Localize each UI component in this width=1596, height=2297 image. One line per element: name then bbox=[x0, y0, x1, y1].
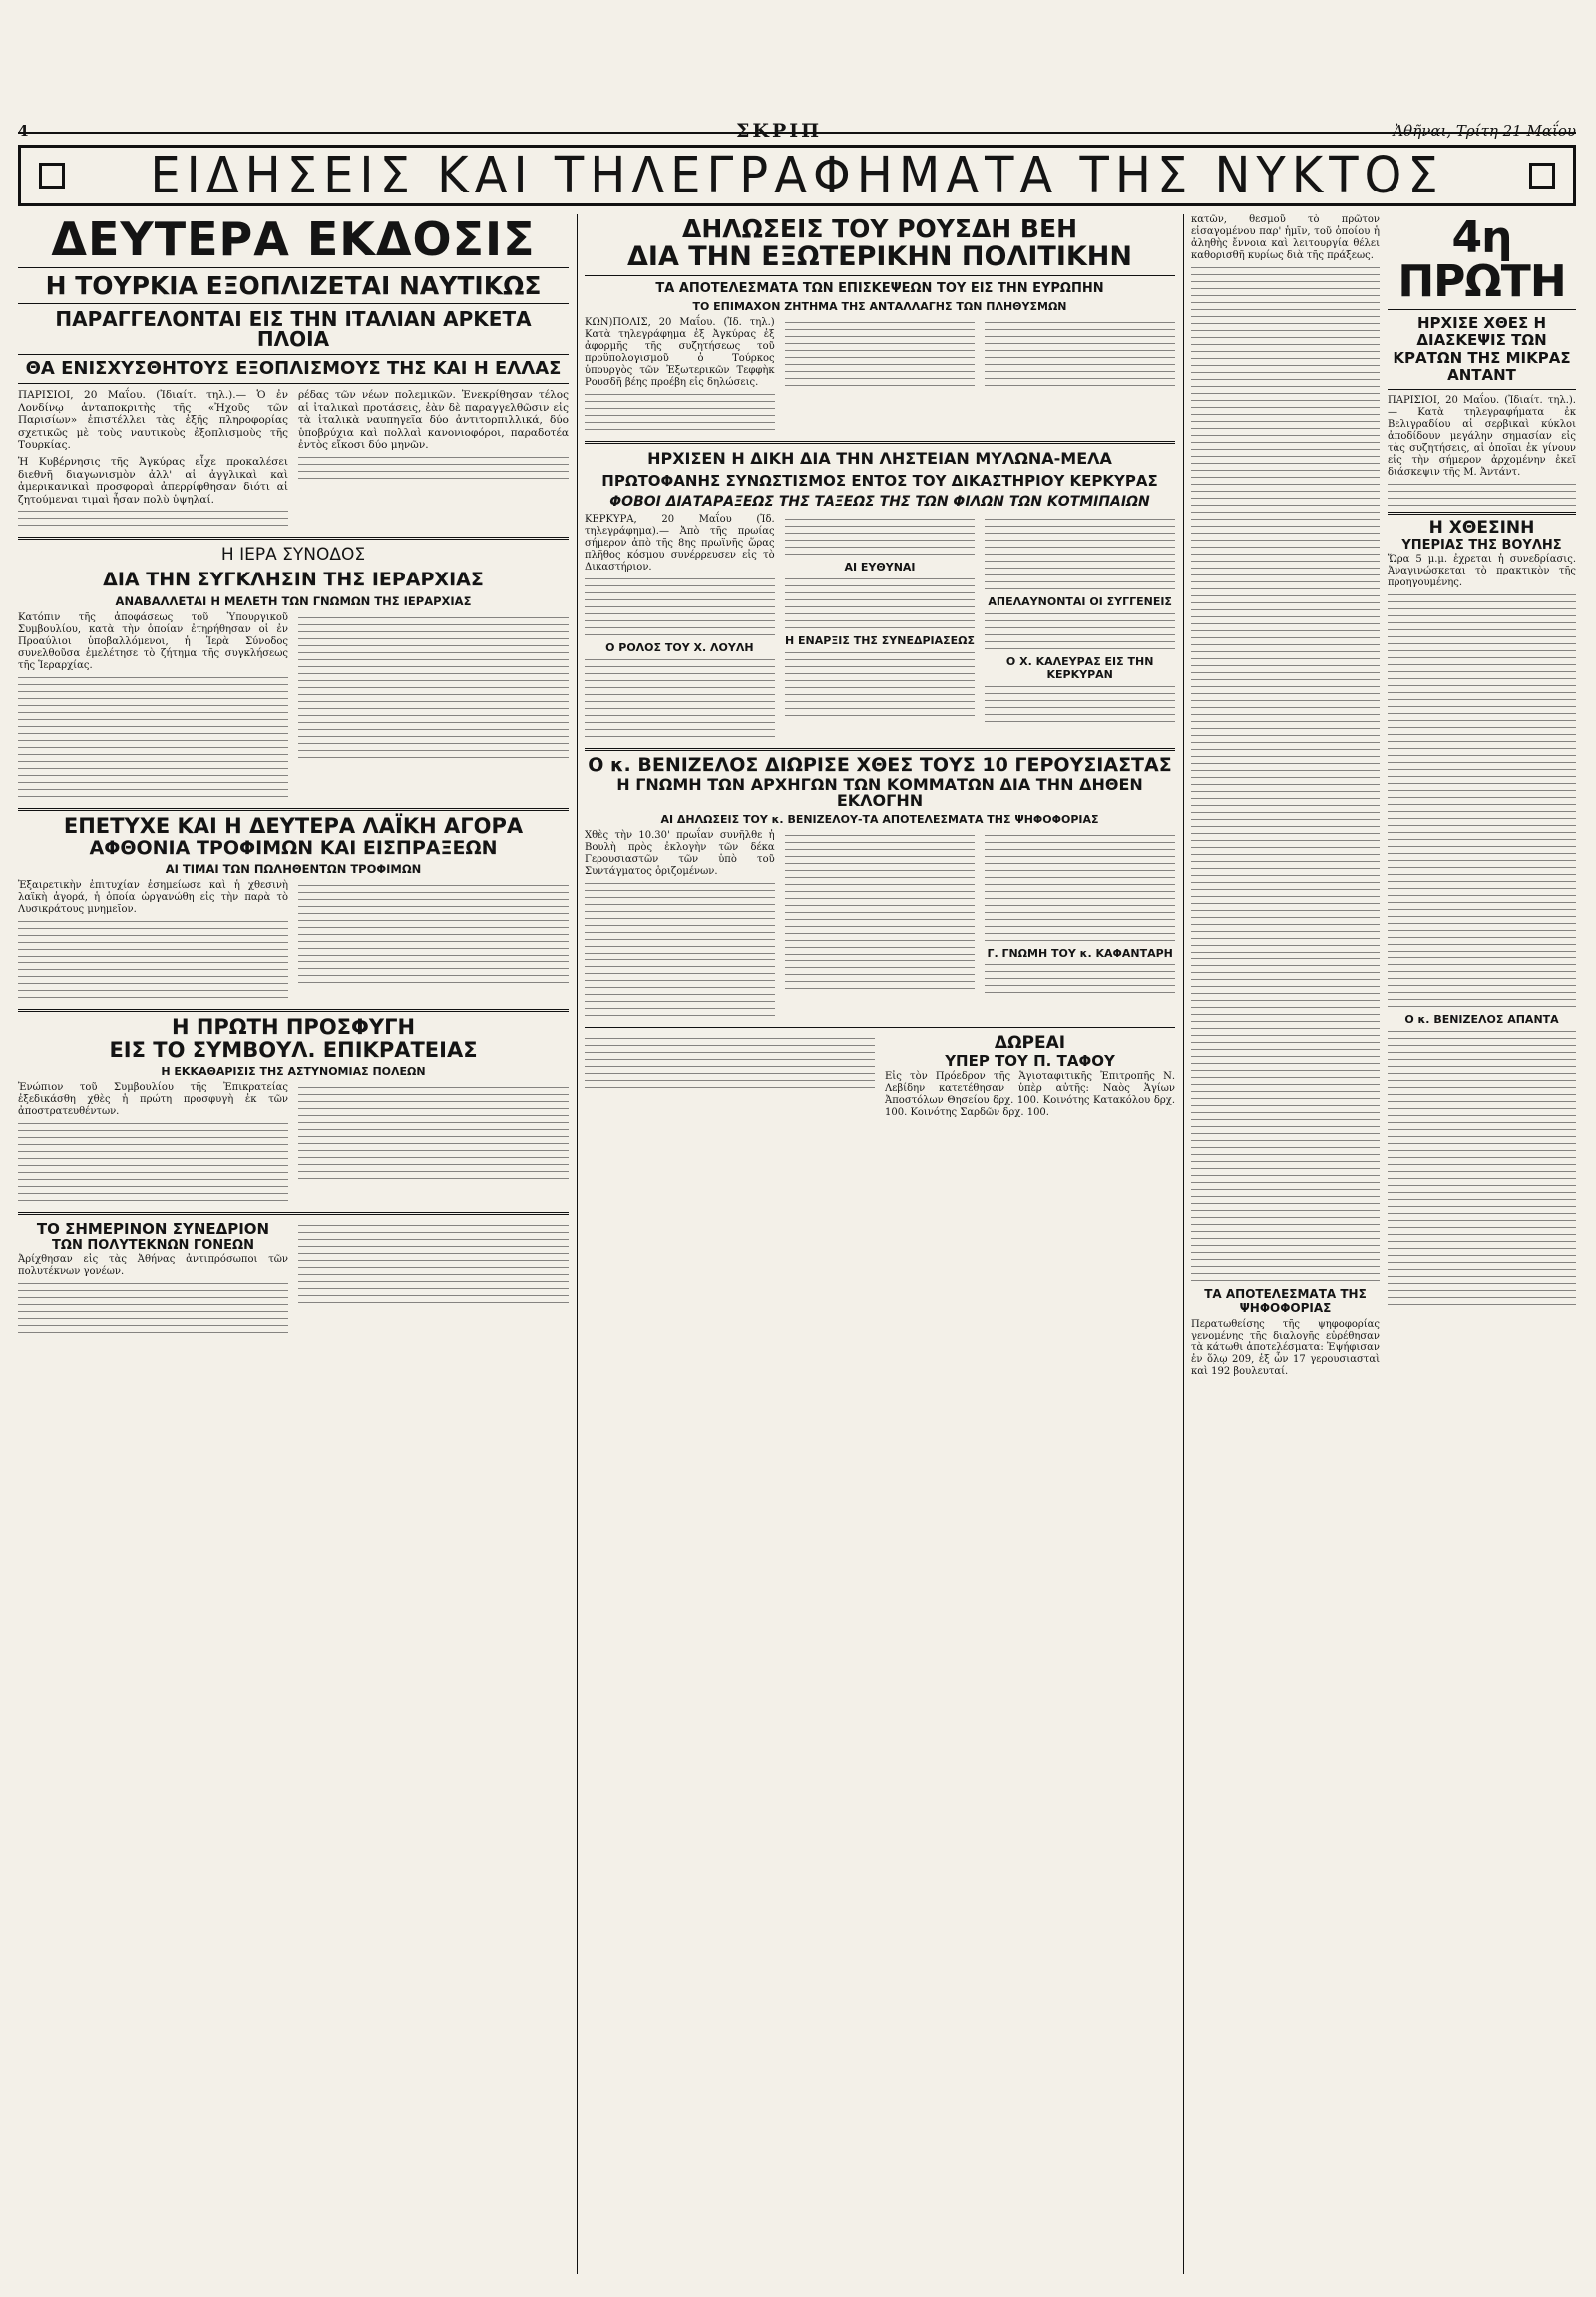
venizelos-subhead: Η ΓΝΩΜΗ ΤΩΝ ΑΡΧΗΓΩΝ ΤΩΝ ΚΟΜΜΑΤΩΝ ΔΙΑ ΤΗΝ ΔΗΘΕΝ ΕΚΛΟΓΗΝ bbox=[616, 775, 1143, 810]
head-rule bbox=[18, 132, 1576, 134]
venizelos-headline: Ο κ. ΒΕΝΙΖΕΛΟΣ ΔΙΩΡΙΣΕ ΧΘΕΣ ΤΟΥΣ 10 ΓΕΡΟΥΣΙΑΣΤΑΣ bbox=[588, 754, 1172, 776]
venizelos-deck: ΑΙ ΔΗΛΩΣΕΙΣ ΤΟΥ κ. ΒΕΝΙΖΕΛΟΥ-ΤΑ ΑΠΟΤΕΛΕΣΜΑΤΑ ΤΗΣ ΨΗΦΟΦΟΡΙΑΣ bbox=[660, 813, 1099, 826]
appeal-deck: Η ΕΚΚΑΘΑΡΙΣΙΣ ΤΗΣ ΑΣΤΥΝΟΜΙΑΣ ΠΟΛΕΩΝ bbox=[161, 1065, 426, 1079]
article-subhead: ΠΑΡΑΓΓΕΛΟΝΤΑΙ ΕΙΣ ΤΗΝ ΙΤΑΛΙΑΝ ΑΡΚΕΤΑ ΠΛΟΙΑ bbox=[55, 307, 532, 351]
trial-headline: ΗΡΧΙΣΕΝ Η ΔΙΚΗ ΔΙΑ ΤΗΝ ΛΗΣΤΕΙΑΝ ΜΥΛΩΝΑ-ΜΕΛΑ bbox=[647, 449, 1112, 468]
column-2 bbox=[585, 214, 1175, 2274]
market-headline: ΕΠΕΤΥΧΕ ΚΑΙ Η ΔΕΥΤΕΡΑ ΛΑΪΚΗ ΑΓΟΡΑ bbox=[63, 814, 524, 839]
trial-text: ΚΕΡΚΥΡΑ, 20 Μαΐου (Ἰδ. τηλεγράφημα).— Ἀπὸ τῆς πρωίας σήμερον ἀπὸ τῆς 8ης πρωϊνῆς ὥρας πλῆθος κόσμου συνέρρευσεν εἰς τὸ Δικαστήριον. bbox=[585, 514, 775, 573]
trial-subhead-responsibility: ΑΙ ΕΥΘΥΝΑΙ bbox=[844, 561, 916, 574]
rushdi-deck-2: ΤΟ ΕΠΙΜΑΧΟΝ ΖΗΤΗΜΑ ΤΗΣ ΑΝΤΑΛΛΑΓΗΣ ΤΩΝ ΠΛΗΘΥΣΜΩΝ bbox=[692, 300, 1067, 313]
column-rule-1 bbox=[577, 214, 578, 2274]
synod-subhead: ΔΙΑ ΤΗΝ ΣΥΓΚΛΗΣΙΝ ΤΗΣ ΙΕΡΑΡΧΙΑΣ bbox=[103, 569, 484, 591]
trial-subhead-kaleyras: Ο Χ. ΚΑΛΕΥΡΑΣ ΕΙΣ ΤΗΝ ΚΕΡΚΥΡΑΝ bbox=[1005, 655, 1154, 681]
page-number: 4 bbox=[18, 122, 29, 140]
parliament-subhead: ΥΠΕΡΙΑΣ ΤΗΣ ΒΟΥΛΗΣ bbox=[1401, 538, 1562, 553]
results-headline: ΤΑ ΑΠΟΤΕΛΕΣΜΑΤΑ ΤΗΣ ΨΗΦΟΦΟΡΙΑΣ bbox=[1204, 1287, 1367, 1315]
kafantaris-subhead: Γ. ΓΝΩΜΗ ΤΟΥ κ. ΚΑΦΑΝΤΑΡΗ bbox=[987, 947, 1173, 959]
venizelos-text: Χθὲς τὴν 10.30' πρωΐαν συνῆλθε ἡ Βουλὴ πρὸς ἐκλογὴν τῶν δέκα Γερουσιαστῶν τῶν ὑπὸ τοῦ Συντάγματος ὁριζομένων. bbox=[585, 830, 775, 877]
article-paragraph: Ἡ Κυβέρνησις τῆς Ἀγκύρας εἶχε προκαλέσει διεθνῆ διαγωνισμὸν ἀλλ' αἱ ἀγγλικαὶ καὶ ἀμερικανικαὶ προσφοραὶ ἀπερρίφθησαν διότι αἱ ζητούμεναι τιμαὶ ἦσαν πολὺ ὑψηλαί. bbox=[18, 455, 288, 506]
trial-subhead: ΠΡΩΤΟΦΑΝΗΣ ΣΥΝΩΣΤΙΣΜΟΣ ΕΝΤΟΣ ΤΟΥ ΔΙΚΑΣΤΗΡΙΟΥ ΚΕΡΚΥΡΑΣ bbox=[601, 472, 1158, 490]
venizelos-answers-subhead: Ο κ. ΒΕΝΙΖΕΛΟΣ ΑΠΑΝΤΑ bbox=[1404, 1013, 1559, 1026]
little-entente-lead: ΠΑΡΙΣΙΟΙ, 20 Μαΐου. (Ἰδιαίτ. τηλ.).— Κατὰ τηλεγραφήματα ἐκ Βελιγραδίου αἱ σερβικαὶ κύκλοι ἀποδίδουν μεγάλην σημασίαν εἰς τὰς συζητήσεις, αἱ ὁποῖαι ἐκ γίνουν εἰς τὴν σήμερον ἀρχομένην ἐκεῖ διάσκεψιν τῆς Μ. Ἀντάντ. bbox=[1388, 395, 1576, 478]
paper-name: ΣΚΡΙΠ bbox=[736, 120, 823, 142]
rushdi-headline: ΔΗΛΩΣΕΙΣ ΤΟΥ ΡΟΥΣΔΗ ΒΕΗ bbox=[681, 214, 1077, 243]
market-subhead: ΑΦΘΟΝΙΑ ΤΡΟΦΙΜΩΝ ΚΑΙ ΕΙΣΠΡΑΞΕΩΝ bbox=[89, 837, 498, 860]
market-text: Ἐξαιρετικὴν ἐπιτυχίαν ἐσημείωσε καὶ ἡ χθεσινὴ λαϊκὴ ἀγορά, ἡ ὁποία ὠργανώθη εἰς τὴν παρὰ τὸ Λυσικράτους μνημεῖον. bbox=[18, 880, 288, 916]
trial-subhead-role: Ο ΡΟΛΟΣ ΤΟΥ Χ. ΛΟΥΛΗ bbox=[605, 641, 754, 654]
congress-headline: ΤΟ ΣΗΜΕΡΙΝΟΝ ΣΥΝΕΔΡΙΟΝ bbox=[36, 1220, 270, 1239]
trial-subhead-relatives: ΑΠΕΛΑΥΝΟΝΤΑΙ ΟΙ ΣΥΓΓΕΝΕΙΣ bbox=[988, 595, 1172, 608]
kicker-headline: ΔΕΥΤΕΡΑ ΕΚΔΟΣΙΣ bbox=[51, 214, 536, 266]
donations-subhead: ΥΠΕΡ ΤΟΥ Π. ΤΑΦΟΥ bbox=[945, 1052, 1115, 1070]
appeal-headline: Η ΠΡΩΤΗ ΠΡΟΣΦΥΓΗ bbox=[171, 1015, 416, 1040]
rushdi-text: ΚΩΝ)ΠΟΛΙΣ, 20 Μαΐου. (Ἰδ. τηλ.) Κατὰ τηλεγράφημα ἐξ Ἀγκύρας ἐξ ἀφορμῆς τῆς συζητήσεως τοῦ προϋπολογισμοῦ ὁ Τούρκος ὑπουργὸς τῶν Ἐξωτερικῶν Τεφφὴκ Ρουσδῆ βέης προέβη εἰς δηλώσεις. bbox=[585, 317, 775, 388]
column-3 bbox=[1191, 214, 1576, 2274]
rushdi-deck: ΤΑ ΑΠΟΤΕΛΕΣΜΑΤΑ ΤΩΝ ΕΠΙΣΚΕΨΕΩΝ ΤΟΥ ΕΙΣ ΤΗΝ ΕΥΡΩΠΗΝ bbox=[655, 281, 1104, 296]
continued-text: κατῶν, θεσμοῦ τὸ πρῶτον εἰσαγομένου παρ' ἡμῖν, τοῦ ὁποίου ἡ ἀληθὴς ἔννοια καὶ λειτουργία θέλει καθορισθῆ κυρίως διὰ τῆς πράξεως. bbox=[1191, 214, 1380, 261]
issue-date: Ἀθῆναι, Τρίτη 21 Μαΐου bbox=[1393, 122, 1576, 140]
trial-deck: ΦΟΒΟΙ ΔΙΑΤΑΡΑΞΕΩΣ ΤΗΣ ΤΑΞΕΩΣ ΤΗΣ ΤΩΝ ΦΙΛΩΝ ΤΩΝ ΚΟΤΜΙΠΑΙΩΝ bbox=[609, 494, 1150, 510]
article-headline: Η ΤΟΥΡΚΙΑ ΕΞΟΠΛΙΖΕΤΑΙ ΝΑΥΤΙΚΩΣ bbox=[45, 271, 542, 300]
rushdi-subhead: ΔΙΑ ΤΗΝ ΕΞΩΤΕΡΙΚΗΝ ΠΟΛΙΤΙΚΗΝ bbox=[627, 241, 1132, 272]
synod-text: Κατόπιν τῆς ἀποφάσεως τοῦ Ὑπουργικοῦ Συμβουλίου, κατὰ τὴν ὁποίαν ἐτηρήθησαν οἱ ἐν Προαύλιοι ὑποβαλλόμενοι, ἡ Ἱερὰ Σύνοδος συνελθοῦσα ἐμελέτησε τὸ ζήτημα τῆς συγκλήσεως τῆς Ἱεραρχίας. bbox=[18, 612, 288, 672]
congress-text: Ἀρίχθησαν εἰς τὰς Ἀθήνας ἀντιπρόσωποι τῶν πολυτέκνων γονέων. bbox=[18, 1254, 288, 1278]
trial-subhead-opening: Η ΕΝΑΡΞΙΣ ΤΗΣ ΣΥΝΕΔΡΙΑΣΕΩΣ bbox=[784, 634, 976, 647]
congress-subhead: ΤΩΝ ΠΟΛΥΤΕΚΝΩΝ ΓΟΝΕΩΝ bbox=[52, 1238, 254, 1254]
donations-headline: ΔΩΡΕΑΙ bbox=[994, 1033, 1066, 1053]
section-banner bbox=[18, 145, 1576, 206]
appeal-subhead: ΕΙΣ ΤΟ ΣΥΜΒΟΥΛ. ΕΠΙΚΡΑΤΕΙΑΣ bbox=[109, 1038, 478, 1063]
synod-deck: ΑΝΑΒΑΛΛΕΤΑΙ Η ΜΕΛΕΤΗ ΤΩΝ ΓΝΩΜΩΝ ΤΗΣ ΙΕΡΑΡΧΙΑΣ bbox=[115, 594, 472, 609]
parliament-text: Ὥρα 5 μ.μ. ἐχρεται ἡ συνεδρίασις. Ἀναγινώσκεται τὸ πρακτικὸν τῆς προηγουμένης. bbox=[1388, 554, 1576, 588]
synod-headline: Η ΙΕΡΑ ΣΥΝΟΔΟΣ bbox=[220, 545, 366, 566]
parliament-headline: Η ΧΘΕΣΙΝΗ bbox=[1428, 518, 1535, 538]
donations-text: Εἰς τὸν Πρόεδρον τῆς Ἁγιοταφιτικῆς Ἐπιτροπῆς Ν. Λεβίδην κατετέθησαν ὑπὲρ αὐτῆς: Ναὸς Ἁγίων Ἀποστόλων Θησείου δρχ. 100. Κοινότης Κατακόλου δρχ. 100. Κοινότης Σαρδῶν δρχ. 100. bbox=[885, 1071, 1175, 1118]
banner-title: ΕΙΔΗΣΕΙΣ ΚΑΙ ΤΗΛΕΓΡΑΦΗΜΑΤΑ ΤΗΣ ΝΥΚΤΟΣ bbox=[150, 146, 1444, 205]
article-subhead-2: ΘΑ ΕΝΙΣΧΥΣΘΗΤΟΥΣ ΕΞΟΠΛΙΣΜΟΥΣ ΤΗΣ ΚΑΙ Η ΕΛΛΑΣ bbox=[25, 358, 562, 379]
banner-square-left-icon bbox=[39, 163, 65, 189]
article-lead: ΠΑΡΙΣΙΟΙ, 20 Μαΐου. (Ἰδιαίτ. τηλ.).— Ὁ ἐν Λονδίνῳ ἀνταποκριτὴς τῆς «Ἠχοῦς τῶν Παρισίων» ἐπιστέλλει τὰς ἑξῆς πληροφορίας σχετικῶς μὲ τοὺς ναυτικοὺς ἐξοπλισμοὺς τῆς Τουρκίας. bbox=[18, 389, 288, 452]
little-entente-headline: ΗΡΧΙΣΕ ΧΘΕΣ Η ΔΙΑΣΚΕΨΙΣ ΤΩΝ ΚΡΑΤΩΝ ΤΗΣ ΜΙΚΡΑΣ ΑΝΤΑΝΤ bbox=[1393, 314, 1571, 384]
running-head bbox=[18, 120, 1576, 142]
appeal-text: Ἐνώπιον τοῦ Συμβουλίου τῆς Ἐπικρατείας ἐξεδικάσθη χθὲς ἡ πρώτη προσφυγὴ ἐκ τῶν ἀποστρατευθέντων. bbox=[18, 1082, 288, 1118]
results-text: Περατωθείσης τῆς ψηφοφορίας γενομένης τῆς διαλογῆς εὑρέθησαν τὰ κάτωθι ἀποτελέσματα: Ἐψήφισαν ἐν ὅλῳ 209, ἐξ ὧν 17 γερουσιασταὶ καὶ 192 βουλευταί. bbox=[1191, 1319, 1380, 1377]
newspaper-page bbox=[18, 0, 1576, 2284]
banner-square-right-icon bbox=[1529, 163, 1555, 189]
fourth-edition-headline: 4η ΠΡΩΤΗ bbox=[1397, 214, 1566, 307]
market-deck: ΑΙ ΤΙΜΑΙ ΤΩΝ ΠΩΛΗΘΕΝΤΩΝ ΤΡΟΦΙΜΩΝ bbox=[165, 862, 422, 877]
article-paragraph: ρέδας τῶν νέων πολεμικῶν. Ἐνεκρίθησαν τέλος αἱ ἰταλικαὶ προτάσεις, ἐὰν δὲ παραγγελθῶσιν εἰς τὰ ἰταλικὰ ναυπηγεῖα δύο ἀντιτορπιλλικά, δύο ὑποβρύχια καὶ πολλαὶ κανονιοφόροι, παραδοτέα ἐντὸς εἴκοσι δύο μηνῶν. bbox=[298, 389, 569, 452]
column-1 bbox=[18, 214, 569, 2274]
column-rule-2 bbox=[1183, 214, 1184, 2274]
